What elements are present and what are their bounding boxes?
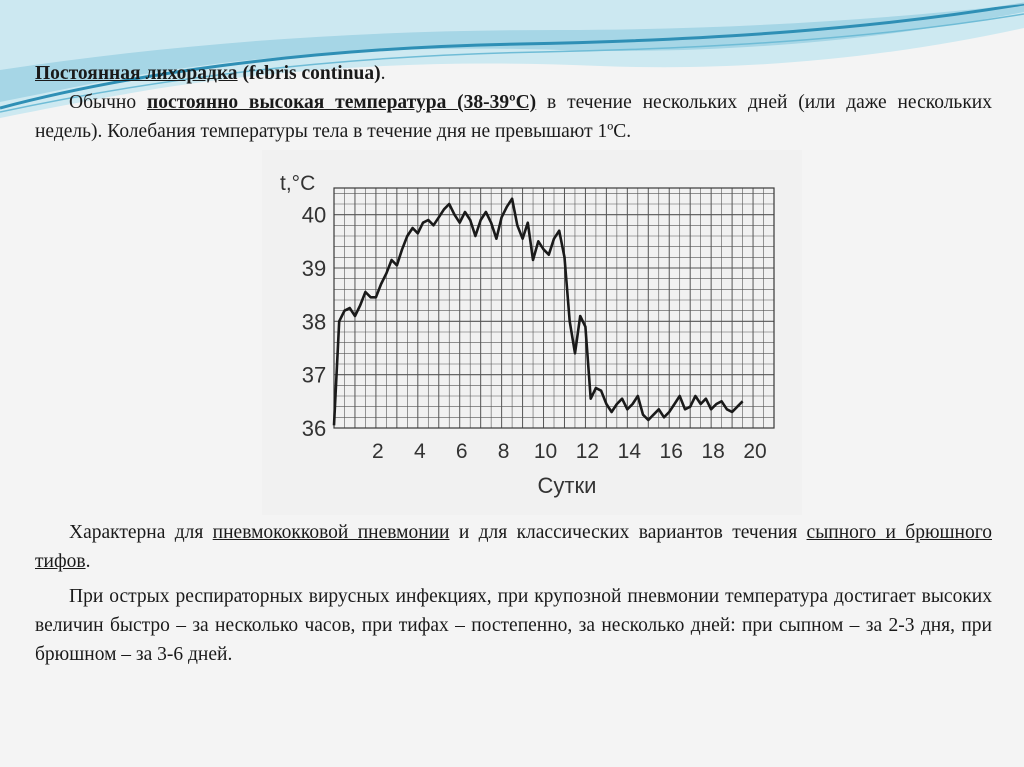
x-tick-label: 14 <box>617 440 642 463</box>
y-axis-label: t,°C <box>280 172 316 195</box>
x-tick-label: 6 <box>455 440 468 463</box>
heading-end: . <box>380 63 386 84</box>
x-tick-label: 12 <box>575 440 600 463</box>
y-tick-label: 36 <box>301 416 327 441</box>
y-tick-label: 38 <box>301 309 327 335</box>
typhus-link[interactable]: сыпного и брюшного тифов <box>35 522 992 572</box>
y-tick-label: 39 <box>301 256 327 281</box>
x-tick-label: 4 <box>413 440 426 463</box>
para2-mid: и для классических вариантов течения <box>449 522 807 543</box>
para2-lead: Характерна для <box>69 522 213 543</box>
x-tick-label: 10 <box>533 440 558 463</box>
slide-heading <box>35 59 995 88</box>
pneumonia-link[interactable]: пневмококковой пневмонии <box>212 522 450 543</box>
heading-latin: (febris continua) <box>242 63 381 84</box>
temperature-chart <box>262 150 802 515</box>
para1-emphasis: постоянно высокая температура (38-39ºC) <box>146 92 537 113</box>
x-tick-label: 2 <box>372 440 384 463</box>
paragraph-definition <box>35 88 992 146</box>
para1-lead: Обычно <box>69 92 147 113</box>
y-tick-label: 40 <box>301 202 327 228</box>
x-axis-label: Сутки <box>537 473 597 498</box>
x-tick-label: 16 <box>659 440 683 463</box>
x-tick-label: 18 <box>701 440 725 463</box>
para1-rest: в течение нескольких дней (или даже нескольких недель). Колебания температуры тела в течение дня не превышают 1ºС. <box>35 92 992 142</box>
paragraph-onset: При острых респираторных вирусных инфекциях, при крупозной пневмонии температура достигает высоких величин быстро – за несколько часов, при тифах – постепенно, за несколько дней: при сыпном – за 2-3 дня, при брюшном – за 3-6 дней. <box>35 586 992 665</box>
x-tick-label: 20 <box>743 440 767 463</box>
y-tick-label: 37 <box>301 362 327 388</box>
para2-end: . <box>85 551 91 572</box>
x-tick-label: 8 <box>497 440 510 463</box>
heading-term: Постоянная лихорадка <box>35 63 238 84</box>
paragraph-characteristic <box>35 518 992 576</box>
